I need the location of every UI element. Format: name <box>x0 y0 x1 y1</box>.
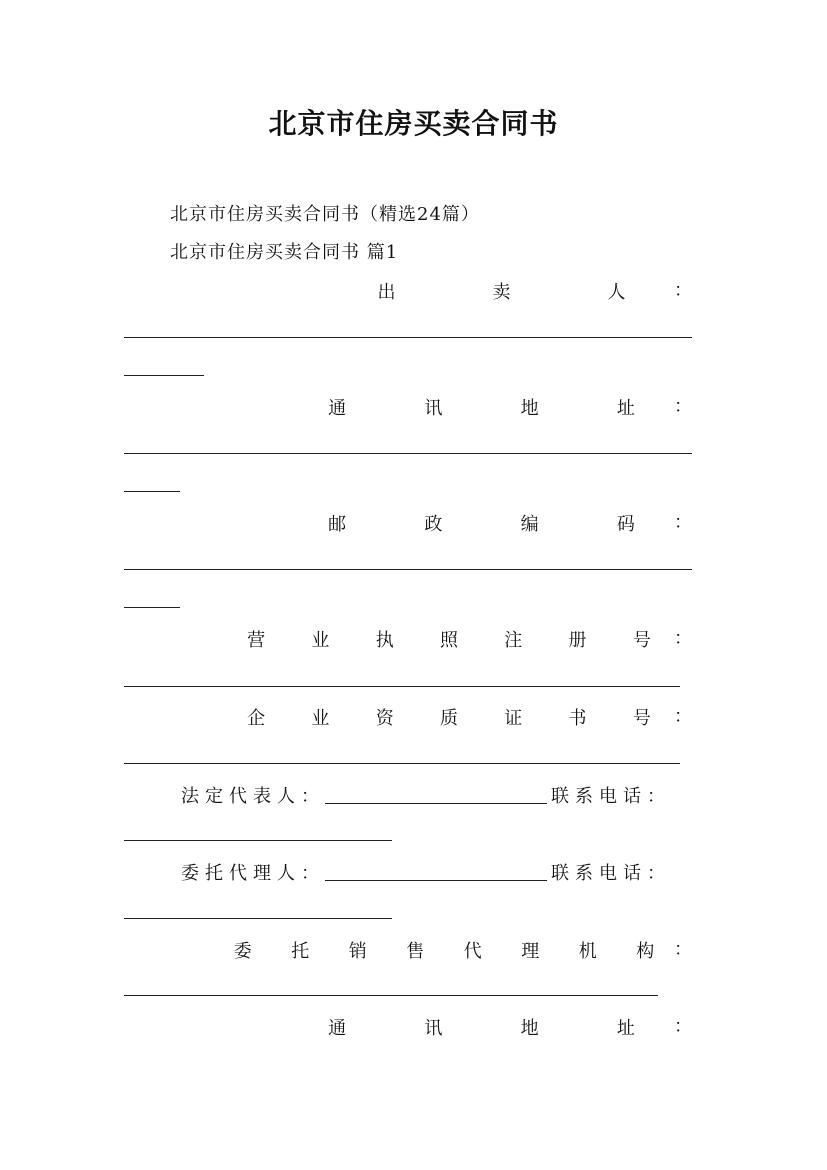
document-title: 北京市住房买卖合同书 <box>268 107 559 140</box>
license-label: 营 业 执 照 注 册 号 <box>247 630 651 651</box>
agent-label: 委托代理人： <box>181 863 325 884</box>
postcode-blank-line[interactable] <box>124 569 692 570</box>
agent-phone-blank[interactable] <box>124 918 392 919</box>
sales-agency-label-row: 委 托 销 售 代 理 机 构 ： <box>124 935 692 965</box>
legal-rep-label: 法定代表人： <box>181 786 325 807</box>
seller-label: 出 卖 人 <box>377 282 626 303</box>
seller-blank-line[interactable] <box>124 337 692 338</box>
legal-rep-row <box>124 780 692 810</box>
license-label-row: 营 业 执 照 注 册 号 ： <box>124 624 692 654</box>
qualification-label-row: 企 业 资 质 证 书 号 ： <box>124 702 692 732</box>
seller-blank-line-cont[interactable] <box>124 375 204 376</box>
sales-agency-blank-line[interactable] <box>124 995 658 996</box>
postcode-blank-line-cont[interactable] <box>124 607 180 608</box>
legal-rep-phone-label: 联系电话： <box>551 786 671 807</box>
address-blank-line-cont[interactable] <box>124 491 180 492</box>
legal-rep-blank[interactable] <box>325 787 547 804</box>
postcode-label-row: 邮 政 编 码 ： <box>124 508 692 538</box>
license-blank-line[interactable] <box>124 686 680 687</box>
agent-row <box>124 857 692 887</box>
address-blank-line[interactable] <box>124 453 692 454</box>
postcode-label: 邮 政 编 码 <box>328 514 635 535</box>
agent-blank[interactable] <box>325 864 547 881</box>
agency-address-label-row: 通 讯 地 址 ： <box>124 1012 692 1042</box>
address-label-row: 通 讯 地 址 ： <box>124 392 692 422</box>
sales-agency-label: 委 托 销 售 代 理 机 构 <box>233 941 655 962</box>
intro-line-collection: 北京市住房买卖合同书（精选24篇） <box>170 204 480 225</box>
agency-address-label: 通 讯 地 址 <box>328 1018 635 1039</box>
intro-line-article: 北京市住房买卖合同书 篇1 <box>170 242 399 263</box>
legal-rep-phone-blank[interactable] <box>124 840 392 841</box>
agent-phone-label: 联系电话： <box>551 863 671 884</box>
qualification-label: 企 业 资 质 证 书 号 <box>247 708 651 729</box>
seller-label-row: 出 卖 人 ： <box>124 276 692 306</box>
qualification-blank-line[interactable] <box>124 763 680 764</box>
address-label: 通 讯 地 址 <box>328 398 635 419</box>
